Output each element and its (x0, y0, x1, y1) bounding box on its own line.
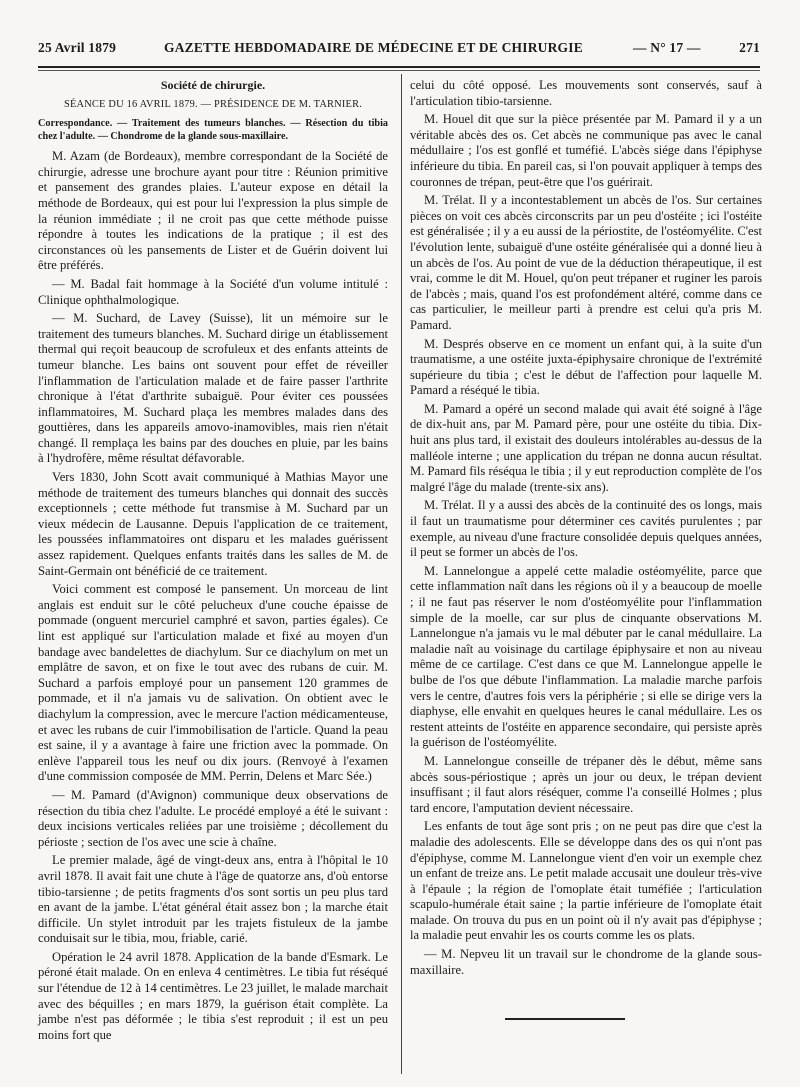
paragraph: Opération le 24 avril 1878. Application de la bande d'Esmark. Le péroné était malade. On en enleva 4 centimètres. Le tibia fut réséqué sur l'étendue de 12 à 14 centimètres. Le 23 juillet, le malade marchait avec des béquilles ; en mars 1879, la guérison était complète. La jambe n'est pas déformée ; le tibia s'est reproduit ; il est un peu moins fort que (38, 949, 388, 1042)
paragraph: M. Pamard a opéré un second malade qui avait été soigné à l'âge de dix-huit ans, par M. Pamard père, pour une ostéite du tibia. Dix-huit ans plus tard, il existait des douleurs intolérables au-dessus de la malléole interne ; une application du trépan ne donna aucun résultat. M. Pamard fils réséqua le tibia ; il y eut reproduction complète de l'os malgré l'âge du malade (trente-six ans). (410, 401, 762, 494)
paragraph: M. Azam (de Bordeaux), membre correspondant de la Société de chirurgie, adresse une brochure ayant pour titre : Réunion primitive et pansement des grandes plaies. L'auteur expose en détail la méthode de Bordeaux, qui est pour lui l'expression la plus simple de la réunion immédiate ; il ne croit pas que cette méthode puisse répondre à toutes les indications de la pratique ; il est des circonstances où les pansements de Lister et de Guérin doivent lui être préférés. (38, 149, 388, 273)
header-date: 25 Avril 1879 (38, 40, 117, 55)
paragraph: M. Després observe en ce moment un enfant qui, à la suite d'un traumatisme, a une ostéite juxta-épiphysaire chronique de l'extrémité supérieure du tibia ; c'est le début de l'affection pour laquelle M. Pamard a réséqué le tibia. (410, 336, 762, 398)
paragraph: — M. Nepveu lit un travail sur le chondrome de la glande sous-maxillaire. (410, 947, 762, 977)
paragraph: — M. Pamard (d'Avignon) communique deux observations de résection du tibia chez l'adulte. Le procédé employé a été le suivant : deux incisions verticales reliées par une troisième ; décollement du périoste ; section de l'os avec une scie à chaîne. (38, 787, 388, 849)
paragraph: Vers 1830, John Scott avait communiqué à Mathias Mayor une méthode de traitement des tumeurs blanches qui donnait des succès exceptionnels ; cette méthode fut transmise à M. Suchard par un vieux médecin de Lausanne. Depuis l'application de ce traitement, les poussées inflammatoires ont disparu et les malades guérissent assez rapidement. Quelques enfants traités dans les salles de M. de Saint-Germain ont bénéficié de ce traitement. (38, 470, 388, 578)
paragraph: Le premier malade, âgé de vingt-deux ans, entra à l'hôpital le 10 avril 1878. Il avait fait une chute à l'âge de quatorze ans, d'où entorse tibio-tarsienne ; de petits fragments d'os sont sortis un peu plus tard en avant de la jambe. L'état général était assez bon ; la marche était difficile. Un stylet introduit par les trajets fistuleux de la jambe conduisait sur le tibia, mou, friable, carié. (38, 853, 388, 946)
left-column (38, 78, 388, 1046)
right-column (410, 78, 762, 981)
paragraph: M. Lannelongue conseille de trépaner dès le début, même sans abcès sous-périostique ; après un jour ou deux, le trépan devient insuffisant ; il faut alors réséquer, comme l'a conseillé Holmes ; plus tard encore, l'amputation devient nécessaire. (410, 753, 762, 815)
paragraph: Les enfants de tout âge sont pris ; on ne peut pas dire que c'est la maladie des adolescents. Elle se développe dans des os qui n'ont pas d'épiphyse, comme M. Lannelongue vient d'en voir un exemple chez un enfant de treize ans. Le petit malade accusait une douleur très-vive à l'épaule ; la région de l'omoplate était tuméfiée ; l'articulation scapulo-humérale était saine ; la partie inférieure de l'omoplate était malade. On trouva du pus en un point où il n'y avait pas d'épiphyse ; la maladie peut envahir les os courts comme les os plats. (410, 819, 762, 943)
paragraph: celui du côté opposé. Les mouvements sont conservés, sauf à l'articulation tibio-tarsienne. (410, 78, 762, 108)
paragraph: M. Trélat. Il y a aussi des abcès de la continuité des os longs, mais il faut un traumatisme pour déterminer ces cavités purulentes ; par exemple, au niveau d'une fracture consolidée depuis quelques années, il peut se former un abcès de l'os. (410, 498, 762, 560)
page-number: 271 (739, 40, 760, 55)
section-title: Société de chirurgie. (160, 78, 266, 92)
paragraph: M. Houel dit que sur la pièce présentée par M. Pamard il y a un véritable abcès des os. Cet abcès ne communique pas avec le canal médullaire ; l'os est gonflé et tuméfié. L'abcès siége dans l'épiphyse inférieure du tibia. En pareil cas, si l'on pouvait appliquer à temps des couronnes de trépan, peut-être que l'os guérirait. (410, 112, 762, 189)
journal-title: GAZETTE HEBDOMADAIRE DE MÉDECINE ET DE CHIRURGIE (164, 40, 583, 55)
column-divider (401, 74, 402, 1074)
issue-number: — N° 17 — (633, 40, 701, 55)
session-line: SÉANCE DU 16 AVRIL 1879. — PRÉSIDENCE DE M. TARNIER. (63, 98, 363, 110)
paragraph: M. Lannelongue a appelé cette maladie ostéomyélite, parce que cette inflammation naît dans les régions où il y a beaucoup de moelle ; il ne faut pas réserver le nom d'ostéomyélite pour l'inflammation simple de la moelle, car sur plus de cinquante observations M. Lannelongue n'a jamais vu le mal débuter par le canal médullaire. La maladie naît au voisinage du cartilage épiphysaire et non au niveau même de ce cartilage. C'est dans ce que M. Lannelongue appelle le bulbe de l'os que débute l'inflammation. La maladie marche parfois vers le centre, d'autres fois vers la périphérie ; si elle se dirige vers la diaphyse, elle envahit en quelques heures le canal médullaire. Les os restent atteints de l'ostéite en apparence secondaire, qui persiste après la guérison de l'ostéomyélite. (410, 563, 762, 750)
header-rule (38, 66, 760, 71)
paragraph: — M. Suchard, de Lavey (Suisse), lit un mémoire sur le traitement des tumeurs blanches. M. Suchard dirige un établissement thermal qui reçoit beaucoup de scrofuleux et des enfants atteints de tumeur blanche. Les bains ont souvent pour effet de réveiller l'inflammation de l'articulation malade et de faire passer l'arthrite chronique à l'état d'arthrite subaiguë. Pour éviter ces poussées inflammatoires, M. Suchard plaça les membres malades dans des gouttières, dans les appareils amovo-inamovibles, mais rien n'était changé. Il remplaça les bains par des douches en pluie, par les bains à l'hydrofère, même résultat défavorable. (38, 311, 388, 466)
paragraph: — M. Badal fait hommage à la Société d'un volume intitulé : Clinique ophthalmologique. (38, 276, 388, 307)
closing-rule (505, 1018, 625, 1020)
paragraph: M. Trélat. Il y a incontestablement un abcès de l'os. Sur certaines pièces on voit ces abcès circonscrits par un peu d'ostéite ; ici l'ostéite est généralisée ; il y a eu aussi de la périostite, de l'ostéomyélite. C'est l'évolution lente, subaiguë d'une ostéite généralisée qui a donné lieu à un abcès de l'os. Au point de vue de la déduction thérapeutique, il est vrai, comme le dit M. Houel, qu'on peut trépaner et ruginer les parois de l'abcès ; mais, quand l'os est profondément altéré, comme dans ce cas particulier, le meilleur parti à prendre est celui qu'a pris M. Pamard. (410, 193, 762, 332)
page-header (38, 40, 760, 60)
paragraph: Voici comment est composé le pansement. Un morceau de lint anglais est enduit sur le côté pelucheux d'une couche épaisse de pommade (onguent mercuriel camphré et savon, parties égales). Ce lint est appliqué sur l'articulation malade et fixé au moyen d'un bandage avec bandelettes de diachylum. Sur ce diachylum on met un emplâtre de savon, et on fixe le tout avec des rubans de cuir. M. Suchard a parfois employé pour un pansement 120 grammes de pommade, et il n'a jamais vu de salivation. On obtient avec le diachylum la compression, avec le mercure l'action médicamenteuse, et avec les rubans de cuir l'immobilisation de l'article. Quand la peau est saine, il y a avantage à faire une friction avec la pommade. On enlève l'appareil tous les neuf ou dix jours. (Renvoyé à l'examen d'une commission composée de MM. Perrin, Delens et Marc Sée.) (38, 582, 388, 784)
session-summary: Correspondance. — Traitement des tumeurs blanches. — Résection du tibia chez l'adulte. — Chondrome de la glande sous-maxillaire. (38, 118, 388, 142)
